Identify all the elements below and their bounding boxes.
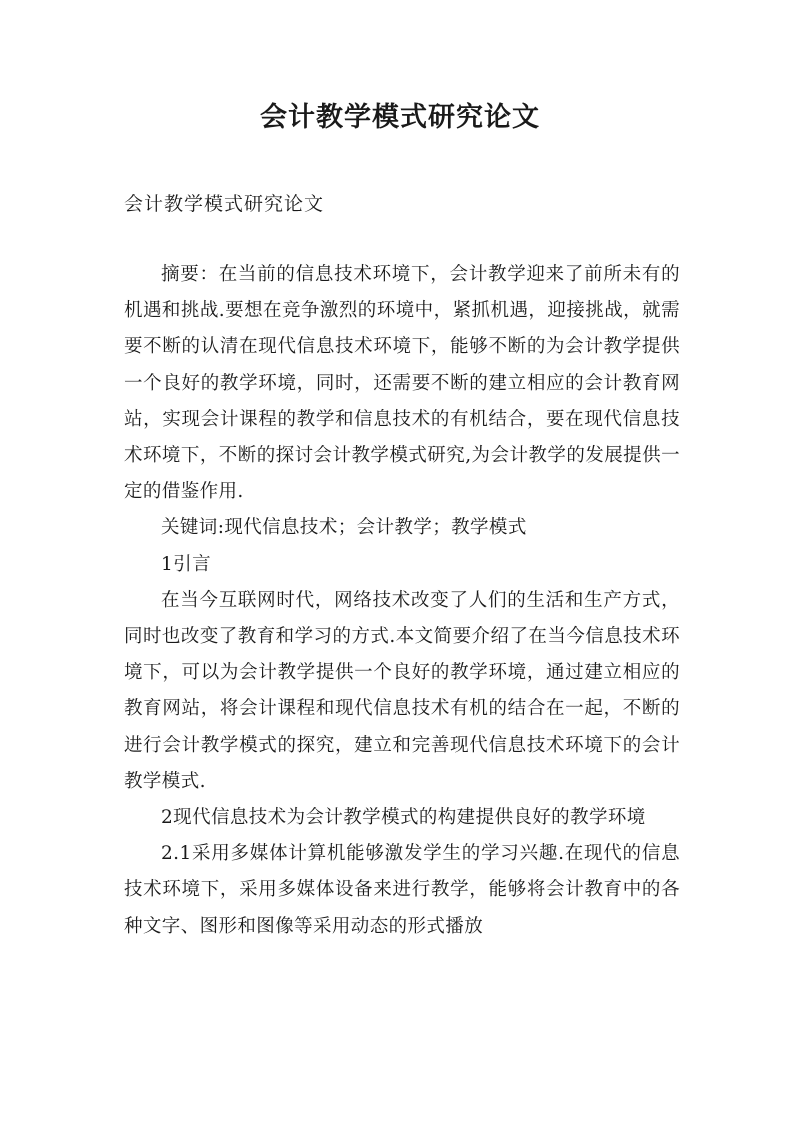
section-heading-2: 2现代信息技术为会计教学模式的构建提供良好的教学环境 bbox=[161, 807, 646, 829]
document-subtitle: 会计教学模式研究论文 bbox=[124, 193, 325, 215]
introduction-paragraph: 在当今互联网时代，网络技术改变了人们的生活和生产方式，同时也改变了教育和学习的方式.本文简要介绍了在当今信息技术环境下，可以为会计教学提供一个良好的教学环境，通过建立相应的教育网站，将会计课程和现代信息技术有机的结合在一起，不断的进行会计教学模式的探究，建立和完善现代信息技术环境下的会计教学模式. bbox=[124, 589, 680, 792]
abstract-paragraph: 摘要：在当前的信息技术环境下，会计教学迎来了前所未有的机遇和挑战.要想在竞争激烈的环境中，紧抓机遇，迎接挑战，就需要不断的认清在现代信息技术环境下，能够不断的为会计教学提供一个良好的教学环境，同时，还需要不断的建立相应的会计教育网站，实现会计课程的教学和信息技术的有机结合，要在现代信息技术环境下，不断的探讨会计教学模式研究,为会计教学的发展提供一定的借鉴作用. bbox=[124, 264, 680, 503]
subsection-2-1-paragraph: 2.1采用多媒体计算机能够激发学生的学习兴趣.在现代的信息技术环境下，采用多媒体设备来进行教学，能够将会计教育中的各种文字、图形和图像等采用动态的形式播放 bbox=[124, 843, 680, 937]
document-title: 会计教学模式研究论文 bbox=[260, 102, 540, 133]
document-body bbox=[124, 257, 680, 945]
section-heading-introduction: 1引言 bbox=[161, 553, 211, 575]
keywords-paragraph: 关键词:现代信息技术；会计教学；教学模式 bbox=[161, 517, 527, 539]
